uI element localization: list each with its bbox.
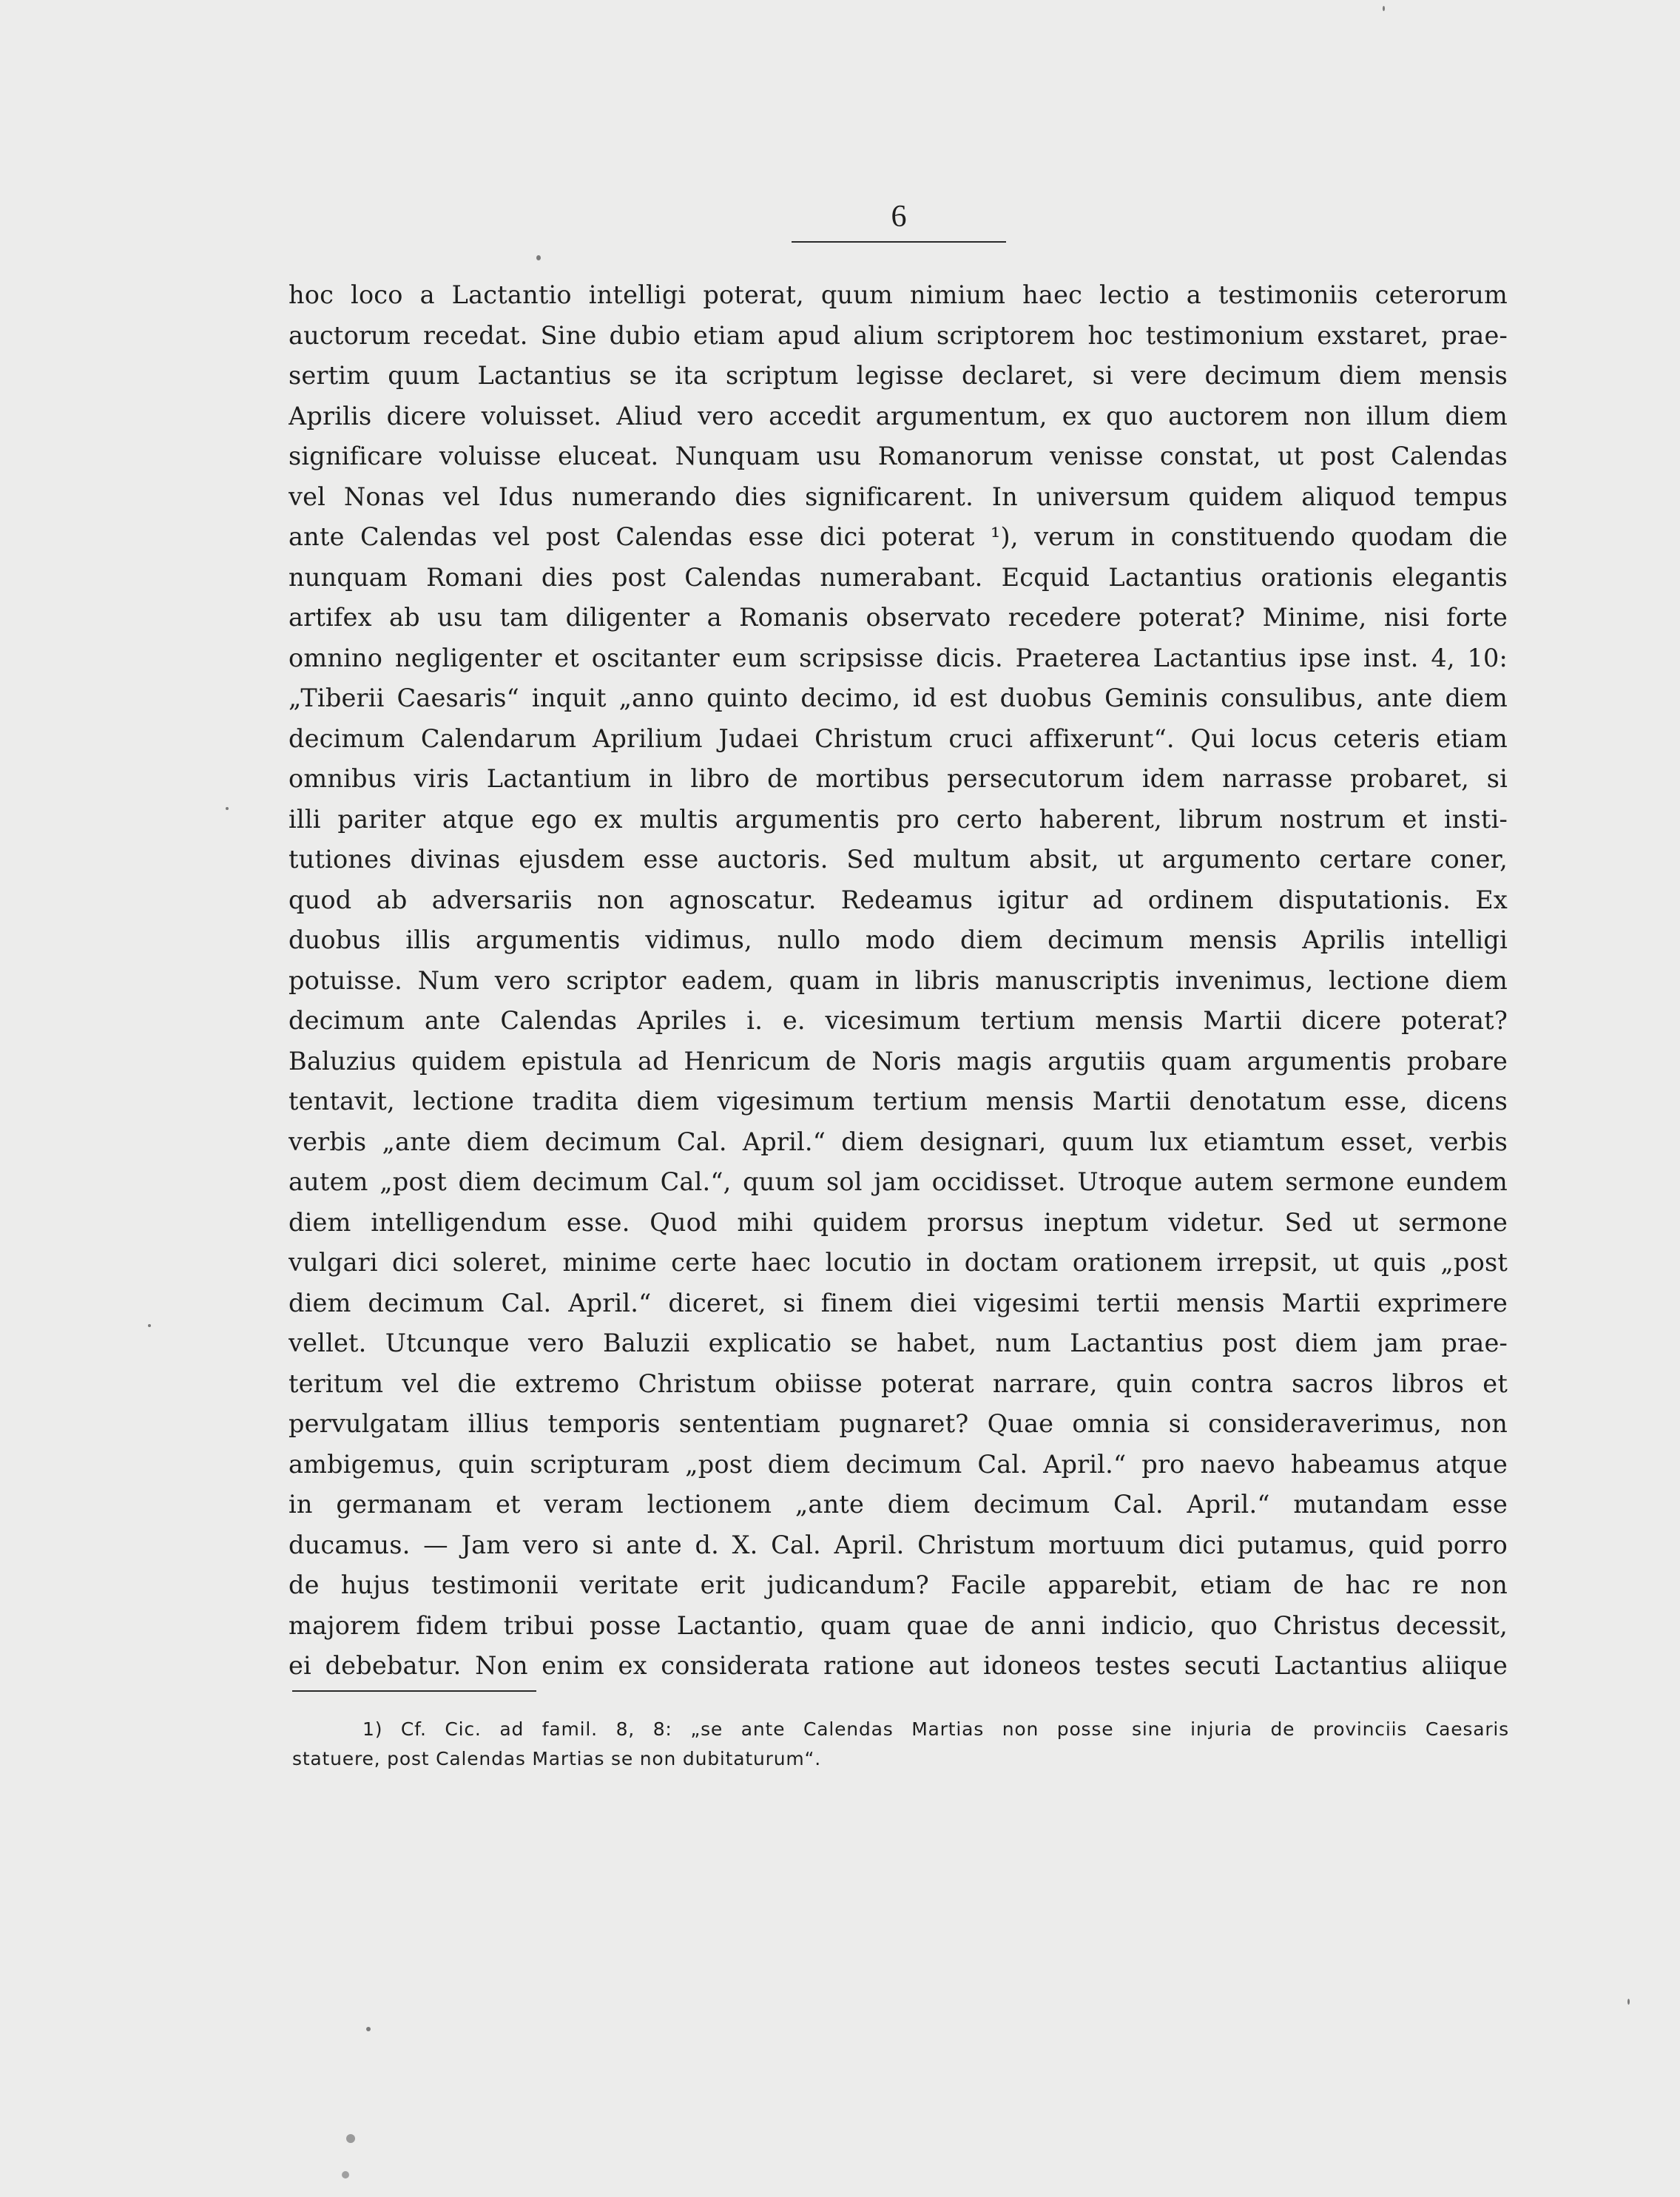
paper-speck xyxy=(226,807,229,810)
text-line: artifex ab usu tam diligenter a Romanis observato recedere poterat? Minime, nisi forte xyxy=(289,603,1508,632)
text-line: tutiones divinas ejusdem esse auctoris. Sed multum absit, ut argumento certare coner, xyxy=(289,845,1508,874)
text-line: potuisse. Num vero scriptor eadem, quam in libris manuscriptis invenimus, lectione diem xyxy=(289,965,1508,995)
text-line: teritum vel die extremo Christum obiisse poterat narrare, quin contra sacros libros et xyxy=(289,1369,1508,1398)
footnote-rule xyxy=(292,1690,536,1692)
text-line: ante Calendas vel post Calendas esse dici poterat ¹), verum in constituendo quodam die xyxy=(289,522,1508,551)
page-number: 6 xyxy=(891,200,907,234)
text-line: ei debebatur. Non enim ex considerata ratione aut idoneos testes secuti Lactantius aliique xyxy=(289,1651,1508,1680)
text-line: decimum Calendarum Aprilium Judaei Christum cruci affixerunt“. Qui locus ceteris etiam xyxy=(289,723,1508,753)
footnote-line: statuere, post Calendas Martias se non dubitaturum“. xyxy=(292,1748,821,1769)
text-line: „Tiberii Caesaris“ inquit „anno quinto decimo, id est duobus Geminis consulibus, ante diem xyxy=(289,684,1508,712)
text-line: autem „post diem decimum Cal.“, quum sol jam occidisset. Utroque autem sermone eundem xyxy=(289,1167,1508,1196)
text-line: sertim quum Lactantius se ita scriptum legisse declaret, si vere decimum diem mensis xyxy=(289,361,1508,390)
body-text xyxy=(289,275,1508,1680)
text-line: auctorum recedat. Sine dubio etiam apud alium scriptorem hoc testimonium exstaret, prae- xyxy=(289,320,1508,350)
text-line: diem intelligendum esse. Quod mihi quidem prorsus ineptum videtur. Sed ut sermone xyxy=(289,1207,1508,1237)
footnotes xyxy=(292,1715,1509,1774)
text-line: Aprilis dicere voluisset. Aliud vero accedit argumentum, ex quo auctorem non illum diem xyxy=(289,401,1508,431)
text-line: Baluzius quidem epistula ad Henricum de Noris magis argutiis quam argumentis probare xyxy=(289,1046,1508,1076)
text-line: vellet. Utcunque vero Baluzii explicatio se habet, num Lactantius post diem jam prae- xyxy=(289,1329,1508,1357)
text-line: de hujus testimonii veritate erit judicandum? Facile apparebit, etiam de hac re non xyxy=(289,1570,1508,1599)
text-line: quod ab adversariis non agnoscatur. Redeamus igitur ad ordinem disputationis. Ex xyxy=(289,885,1508,914)
text-line: in germanam et veram lectionem „ante diem decimum Cal. April.“ mutandam esse xyxy=(289,1490,1508,1519)
text-line: omnibus viris Lactantium in libro de mortibus persecutorum idem narrasse probaret, si xyxy=(289,764,1508,793)
text-line: pervulgatam illius temporis sententiam pugnaret? Quae omnia si consideraverimus, non xyxy=(289,1409,1508,1438)
paper-speck xyxy=(1383,6,1385,11)
text-line: vel Nonas vel Idus numerando dies significarent. In universum quidem aliquod tempus xyxy=(289,482,1508,511)
paper-speck xyxy=(346,2134,355,2143)
text-line: verbis „ante diem decimum Cal. April.“ diem designari, quum lux etiamtum esset, verbis xyxy=(289,1127,1508,1156)
text-line: hoc loco a Lactantio intelligi poterat, quum nimium haec lectio a testimoniis ceterorum xyxy=(289,280,1508,309)
footnote-line: 1) Cf. Cic. ad famil. 8, 8: „se ante Calendas Martias non posse sine injuria de provinciis Caesaris xyxy=(362,1718,1509,1740)
text-line: majorem fidem tribui posse Lactantio, quam quae de anni indicio, quo Christus decessit, xyxy=(289,1610,1508,1640)
text-line: diem decimum Cal. April.“ diceret, si finem diei vigesimi tertii mensis Martii exprimere xyxy=(289,1288,1508,1317)
text-line: duobus illis argumentis vidimus, nullo modo diem decimum mensis Aprilis intelligi xyxy=(289,925,1508,954)
text-line: tentavit, lectione tradita diem vigesimum tertium mensis Martii denotatum esse, dicens xyxy=(289,1087,1508,1116)
text-line: illi pariter atque ego ex multis argumentis pro certo haberent, librum nostrum et insti- xyxy=(289,804,1508,834)
text-line: decimum ante Calendas Apriles i. e. vicesimum tertium mensis Martii dicere poterat? xyxy=(289,1006,1508,1035)
text-line: omnino negligenter et oscitanter eum scripsisse dicis. Praeterea Lactantius ipse inst. 4, 10: xyxy=(289,643,1508,672)
text-line: vulgari dici soleret, minime certe haec locutio in doctam orationem irrepsit, ut quis „post xyxy=(289,1248,1508,1277)
text-line: ducamus. — Jam vero si ante d. X. Cal. April. Christum mortuum dici putamus, quid porro xyxy=(289,1530,1508,1559)
paper-speck xyxy=(1627,1999,1630,2005)
text-line: nunquam Romani dies post Calendas numerabant. Ecquid Lactantius orationis elegantis xyxy=(289,562,1508,592)
page-number-rule xyxy=(792,241,1006,243)
paper-speck xyxy=(342,2171,349,2179)
paper-speck xyxy=(536,255,541,260)
text-line: significare voluisse eluceat. Nunquam usu Romanorum venisse constat, ut post Calendas xyxy=(289,442,1508,470)
text-line: ambigemus, quin scripturam „post diem decimum Cal. April.“ pro naevo habeamus atque xyxy=(289,1449,1508,1479)
paper-speck xyxy=(148,1324,151,1327)
paper-speck xyxy=(366,2027,371,2031)
